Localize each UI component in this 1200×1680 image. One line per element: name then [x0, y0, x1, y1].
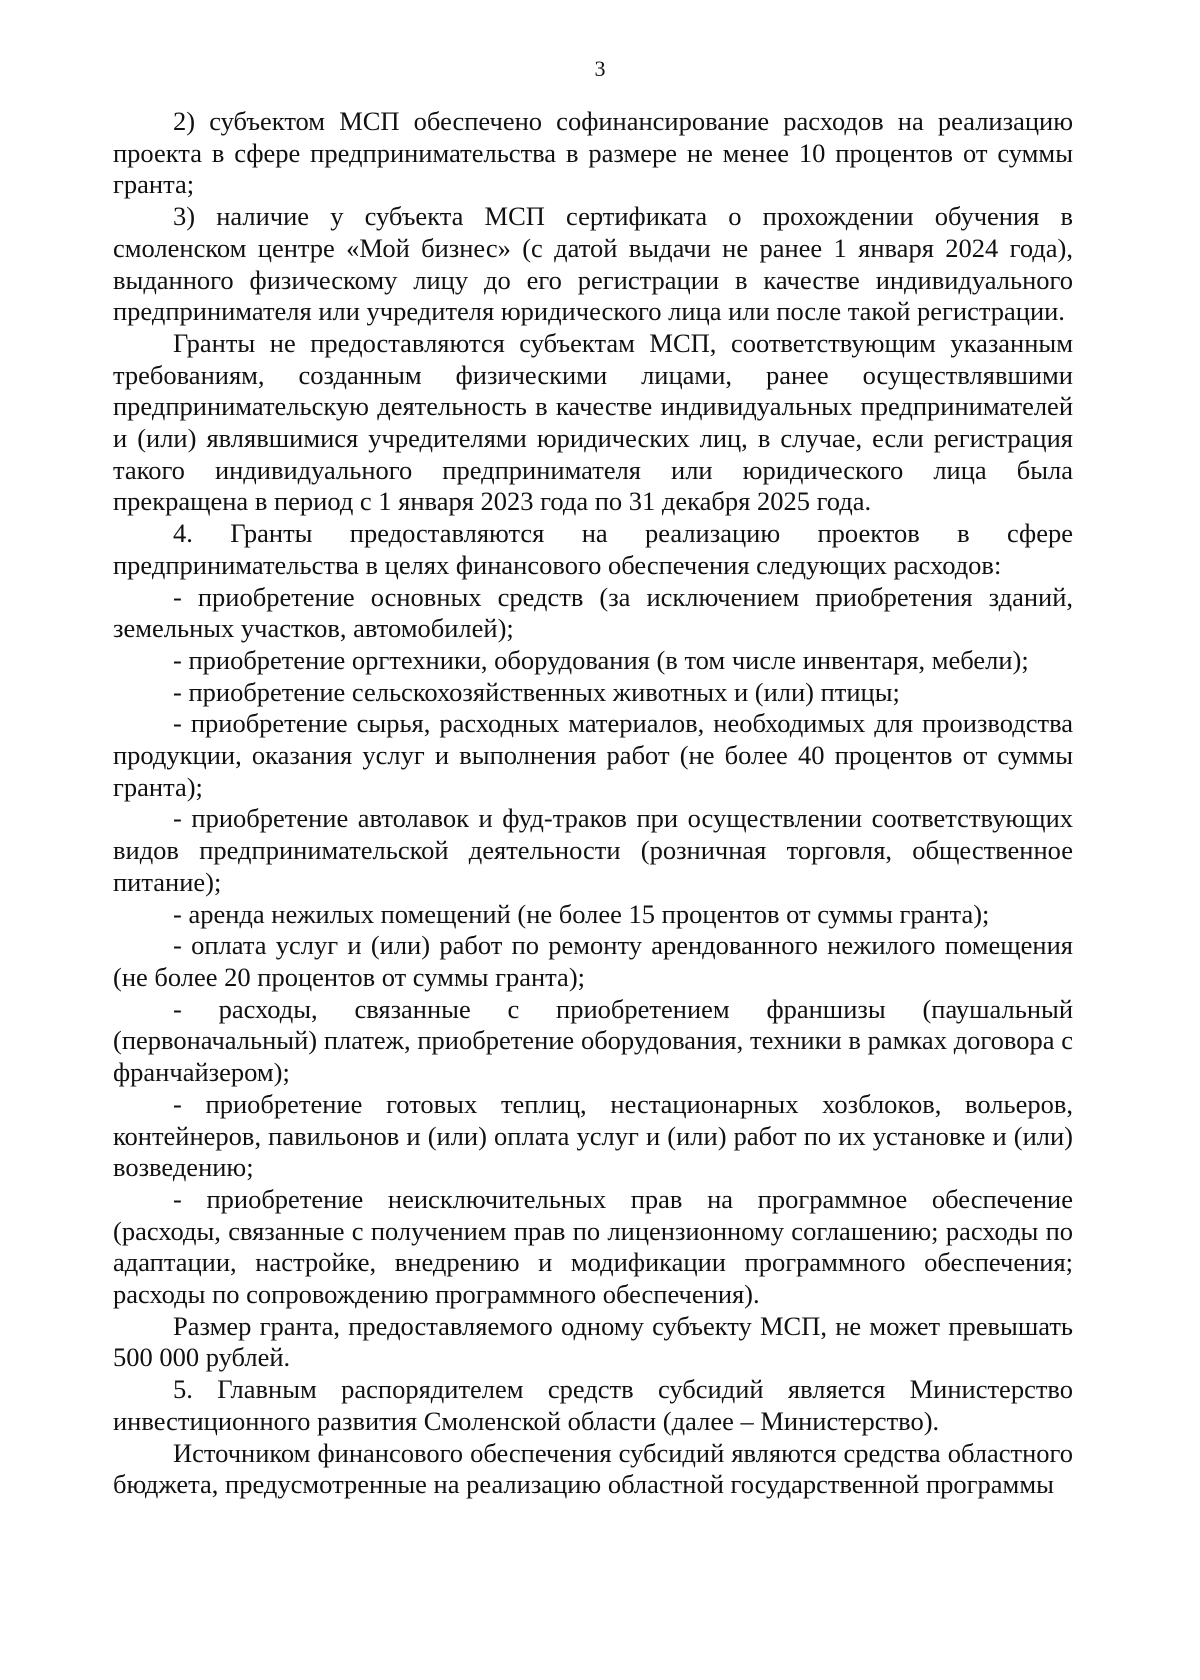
paragraph-funding-source: Источником финансового обеспечения субсидий являются средства областного бюджета, предусмотренные на реализацию областной государственной программы	[113, 1437, 1073, 1500]
list-item-software: - приобретение неисключительных прав на программное обеспечение (расходы, связанные с получением прав по лицензионному соглашению; расходы по адаптации, настройке, внедрению и модификации программного обеспечения; расходы по сопровождению программного обеспечения).	[113, 1183, 1073, 1310]
document-body	[113, 106, 1073, 1501]
paragraph-section-5: 5. Главным распорядителем средств субсидий является Министерство инвестиционного развития Смоленской области (далее – Министерство).	[113, 1374, 1073, 1436]
list-item-office-equipment: - приобретение оргтехники, оборудования (в том числе инвентаря, мебели);	[173, 644, 1029, 675]
list-item-raw-materials: - приобретение сырья, расходных материалов, необходимых для производства продукции, оказания услуг и выполнения работ (не более 40 процентов от суммы гранта);	[113, 708, 1073, 802]
paragraph-item-3: 3) наличие у субъекта МСП сертификата о прохождении обучения в смоленском центре «Мой бизнес» (с датой выдачи не ранее 1 января 2024 года), выданного физическому лицу до его регистрации в качестве индивидуального предпринимателя или учредителя юридического лица или после такой регистрации.	[113, 201, 1073, 327]
paragraph-grant-size: Размер гранта, предоставляемого одному субъекту МСП, не может превышать 500 000 рублей.	[113, 1310, 1073, 1373]
paragraph-section-4: 4. Гранты предоставляются на реализацию проектов в сфере предпринимательства в целях финансового обеспечения следующих расходов:	[113, 518, 1073, 580]
page-number: 3	[594, 56, 606, 81]
list-item-rent: - аренда нежилых помещений (не более 15 процентов от суммы гранта);	[173, 898, 990, 929]
list-item-food-trucks: - приобретение автолавок и фуд-траков при осуществлении соответствующих видов предпринимательской деятельности (розничная торговля, общественное питание);	[113, 803, 1073, 897]
list-item-repair: - оплата услуг и (или) работ по ремонту арендованного нежилого помещения (не более 20 процентов от суммы гранта);	[113, 930, 1073, 992]
list-item-livestock: - приобретение сельскохозяйственных животных и (или) птицы;	[173, 676, 900, 707]
list-item-fixed-assets: - приобретение основных средств (за исключением приобретения зданий, земельных участков, автомобилей);	[113, 581, 1073, 644]
paragraph-item-2: 2) субъектом МСП обеспечено софинансирование расходов на реализацию проекта в сфере предпринимательства в размере не менее 10 процентов от суммы гранта;	[113, 106, 1073, 200]
list-item-greenhouses: - приобретение готовых теплиц, нестационарных хозблоков, вольеров, контейнеров, павильонов и (или) оплата услуг и (или) работ по их установке и (или) возведению;	[113, 1088, 1073, 1183]
list-item-franchise: - расходы, связанные с приобретением франшизы (паушальный (первоначальный) платеж, приобретение оборудования, техники в рамках договора с франчайзером);	[113, 993, 1073, 1088]
paragraph-grant-restrictions: Гранты не предоставляются субъектам МСП, соответствующим указанным требованиям, созданным физическими лицами, ранее осуществлявшими предпринимательскую деятельность в качестве индивидуальных предпринимателей и (или) являвшимися учредителями юридических лиц, в случае, если регистрация такого индивидуального предпринимателя или юридического лица была прекращена в период с 1 января 2023 года по 31 декабря 2025 года.	[113, 327, 1073, 517]
